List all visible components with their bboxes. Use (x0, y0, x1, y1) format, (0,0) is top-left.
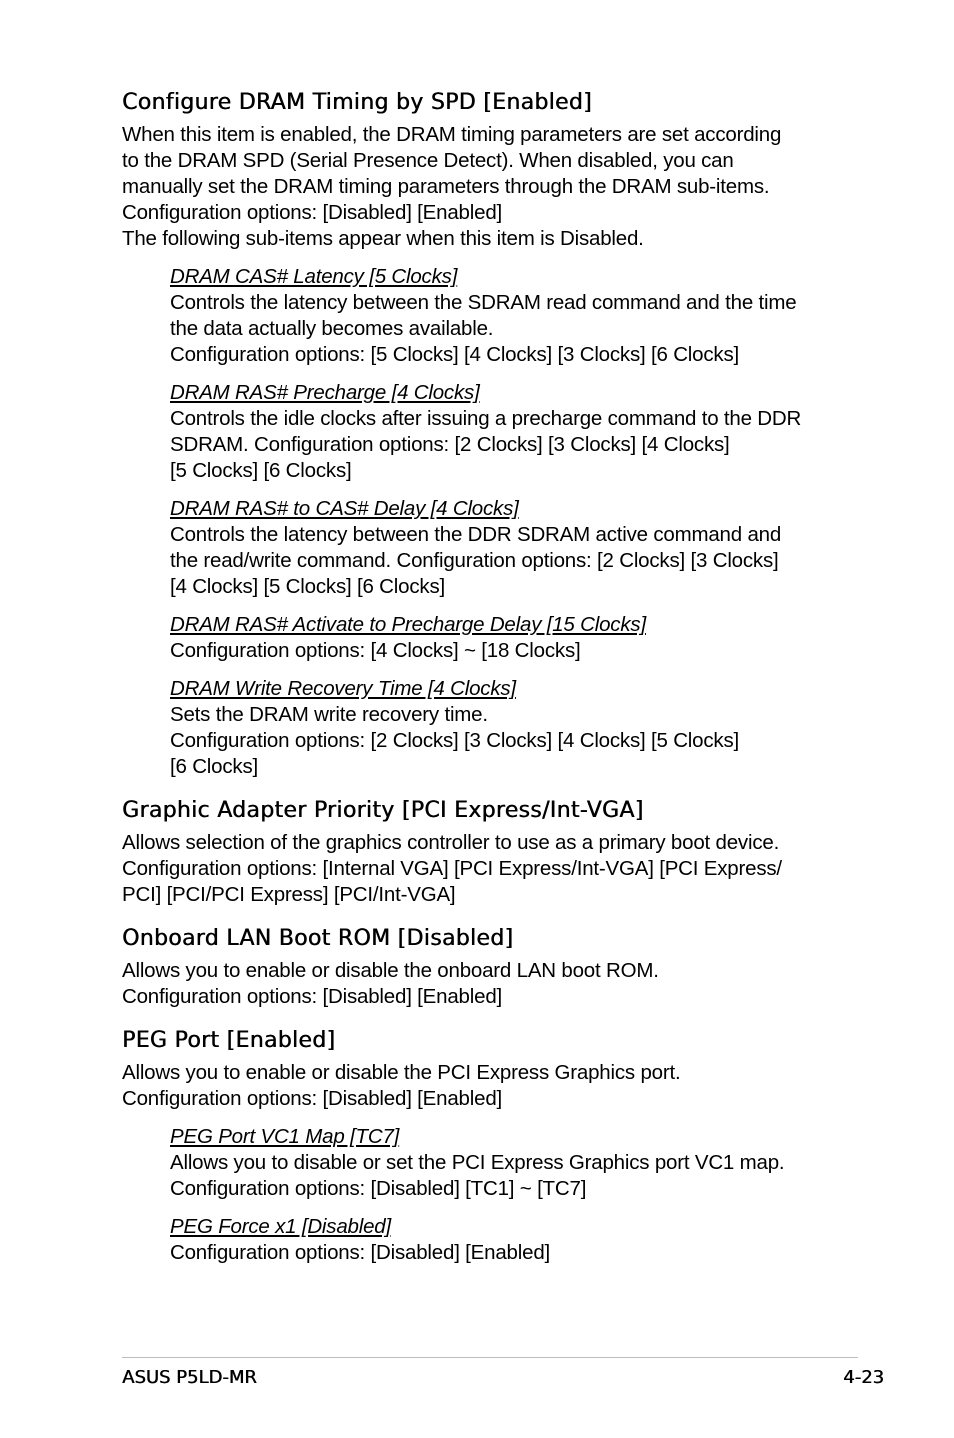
bios-item-section (122, 1026, 842, 1266)
sub-item-description (170, 290, 842, 368)
description-line: to the DRAM SPD (Serial Presence Detect). When disabled, you can (122, 149, 734, 172)
section-title: Graphic Adapter Priority [PCI Express/Int-VGA] (122, 798, 644, 823)
description-line: Configuration options: [Disabled] [TC1] ~ [TC7] (170, 1177, 587, 1200)
description-line: Configuration options: [5 Clocks] [4 Clocks] [3 Clocks] [6 Clocks] (170, 343, 740, 366)
footer-product-name: ASUS P5LD-MR (122, 1367, 257, 1388)
sub-item-title: DRAM Write Recovery Time [4 Clocks] (170, 677, 516, 700)
description-line: Allows you to enable or disable the PCI Express Graphics port. (122, 1061, 681, 1084)
section-description (122, 958, 842, 1010)
sub-item-title: DRAM RAS# to CAS# Delay [4 Clocks] (170, 497, 519, 520)
bios-sub-item (170, 496, 842, 600)
bios-item-section (122, 796, 842, 908)
section-description (122, 1060, 842, 1112)
sub-item-description (170, 1240, 842, 1266)
section-description (122, 830, 842, 908)
description-line: [5 Clocks] [6 Clocks] (170, 459, 352, 482)
description-line: When this item is enabled, the DRAM timing parameters are set according (122, 123, 782, 146)
section-title: Onboard LAN Boot ROM [Disabled] (122, 926, 514, 951)
footer-page-number: 4-23 (843, 1367, 884, 1388)
sub-item-description (170, 702, 842, 780)
description-line: the data actually becomes available. (170, 317, 494, 340)
description-line: SDRAM. Configuration options: [2 Clocks] [3 Clocks] [4 Clocks] (170, 433, 730, 456)
description-line: Configuration options: [4 Clocks] ~ [18 Clocks] (170, 639, 581, 662)
description-line: Allows selection of the graphics controller to use as a primary boot device. (122, 831, 780, 854)
bios-sub-item (170, 612, 842, 664)
description-line: Configuration options: [Disabled] [Enabled] (170, 1241, 551, 1264)
description-line: Configuration options: [Disabled] [Enabled] (122, 1087, 503, 1110)
sub-item-description (170, 522, 842, 600)
description-line: Controls the latency between the SDRAM read command and the time (170, 291, 797, 314)
description-line: Sets the DRAM write recovery time. (170, 703, 488, 726)
description-line: PCI] [PCI/PCI Express] [PCI/Int-VGA] (122, 883, 456, 906)
description-line: Allows you to disable or set the PCI Express Graphics port VC1 map. (170, 1151, 785, 1174)
sub-item-title: PEG Force x1 [Disabled] (170, 1215, 391, 1238)
sub-item-description (170, 406, 842, 484)
bios-sub-item (170, 676, 842, 780)
description-line: Allows you to enable or disable the onboard LAN boot ROM. (122, 959, 659, 982)
section-title: PEG Port [Enabled] (122, 1028, 336, 1053)
sub-item-title: DRAM RAS# Precharge [4 Clocks] (170, 381, 480, 404)
sub-item-title: DRAM CAS# Latency [5 Clocks] (170, 265, 458, 288)
bios-sub-item (170, 1214, 842, 1266)
description-line: manually set the DRAM timing parameters through the DRAM sub-items. (122, 175, 770, 198)
description-line: the read/write command. Configuration options: [2 Clocks] [3 Clocks] (170, 549, 779, 572)
description-line: Configuration options: [Disabled] [Enabled] (122, 201, 503, 224)
description-line: [4 Clocks] [5 Clocks] [6 Clocks] (170, 575, 445, 598)
bios-item-section (122, 88, 842, 780)
bios-sub-item (170, 1124, 842, 1202)
description-line: Configuration options: [Disabled] [Enabled] (122, 985, 503, 1008)
bios-sub-item (170, 380, 842, 484)
description-line: [6 Clocks] (170, 755, 258, 778)
section-description (122, 122, 842, 252)
description-line: Controls the idle clocks after issuing a precharge command to the DDR (170, 407, 802, 430)
description-line: Controls the latency between the DDR SDRAM active command and (170, 523, 782, 546)
description-line: Configuration options: [2 Clocks] [3 Clocks] [4 Clocks] [5 Clocks] (170, 729, 740, 752)
description-line: The following sub-items appear when this item is Disabled. (122, 227, 644, 250)
section-title: Configure DRAM Timing by SPD [Enabled] (122, 90, 592, 115)
sub-item-description (170, 1150, 842, 1202)
sub-item-description (170, 638, 842, 664)
bios-sub-item (170, 264, 842, 368)
bios-item-section (122, 924, 842, 1010)
page-content (122, 88, 842, 1282)
sub-item-title: PEG Port VC1 Map [TC7] (170, 1125, 400, 1148)
sub-item-title: DRAM RAS# Activate to Precharge Delay [15 Clocks] (170, 613, 646, 636)
description-line: Configuration options: [Internal VGA] [PCI Express/Int-VGA] [PCI Express/ (122, 857, 782, 880)
footer-divider (122, 1357, 858, 1358)
